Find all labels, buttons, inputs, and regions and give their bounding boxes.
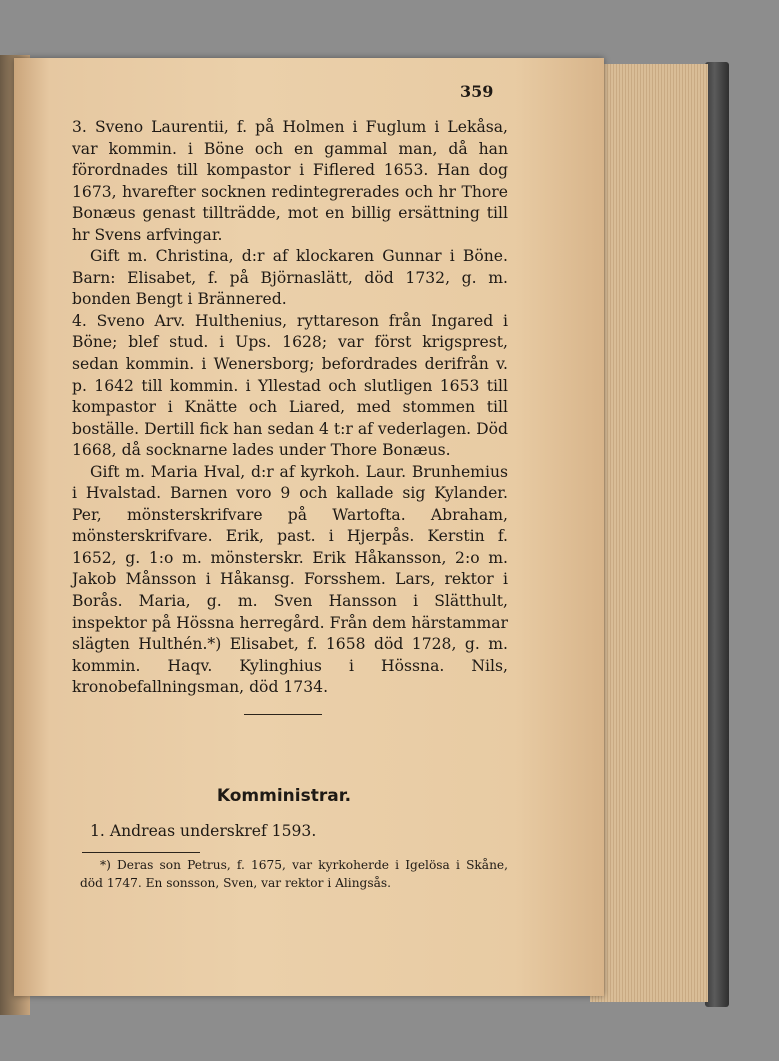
section-heading: Komministrar.	[216, 786, 352, 806]
body-text	[72, 117, 508, 699]
page-edges	[590, 64, 708, 1002]
footnote: *) Deras son Petrus, f. 1675, var kyrkoherde i Igelösa i Skåne, död 1747. En sonsson, Sven, var rektor i Alingsås.	[80, 858, 508, 890]
paragraph-4: Gift m. Maria Hval, d:r af kyrkoh. Laur. Brunhemius i Hvalstad. Barnen voro 9 och kallade sig Kylander. Per, mönsterskrifvare på Wartofta. Abraham, mönsterskrifvare. Erik, past. i Hjerpås. Kerstin f. 1652, g. 1:o m. mönsterskr. Erik Håkansson, 2:o m. Jakob Månsson i Håkansg. Forsshem. Lars, rektor i Borås. Maria, g. m. Sven Hansson i Slätthult, inspektor på Hössna herregård. Från dem härstammar slägten Hulthén.*) Elisabet, f. 1658 död 1728, g. m. kommin. Haqv. Kylinghius i Hössna. Nils, kronobefallningsman, död 1734.	[72, 462, 508, 697]
section-divider	[244, 714, 322, 715]
entry-line: 1. Andreas underskref 1593.	[90, 822, 317, 840]
paragraph-3: 4. Sveno Arv. Hulthenius, ryttareson från Ingared i Böne; blef stud. i Ups. 1628; var först krigsprest, sedan kommin. i Wenersborg; befordrades derifrån v. p. 1642 till kommin. i Yllestad och slutligen 1653 till kompastor i Knätte och Liared, med stommen till boställe. Dertill fick han sedan 4 t:r af vederlagen. Död 1668, då socknarne lades under Thore Bonæus.	[72, 311, 508, 460]
page-number: 359	[460, 82, 494, 101]
paragraph-1: 3. Sveno Laurentii, f. på Holmen i Fuglum i Lekåsa, var kommin. i Böne och en gammal man, då han förordnades till kompastor i Fiflered 1653. Han dog 1673, hvarefter socknen redintegrerades och hr Thore Bonæus genast tillträdde, mot en billig ersättning till hr Svens arfvingar.	[72, 118, 508, 244]
paragraph-2: Gift m. Christina, d:r af klockaren Gunnar i Böne. Barn: Elisabet, f. på Björnaslätt, död 1732, g. m. bonden Bengt i Brännered.	[72, 247, 508, 309]
footnote-rule	[82, 852, 200, 853]
book-cover-edge	[705, 62, 729, 1007]
